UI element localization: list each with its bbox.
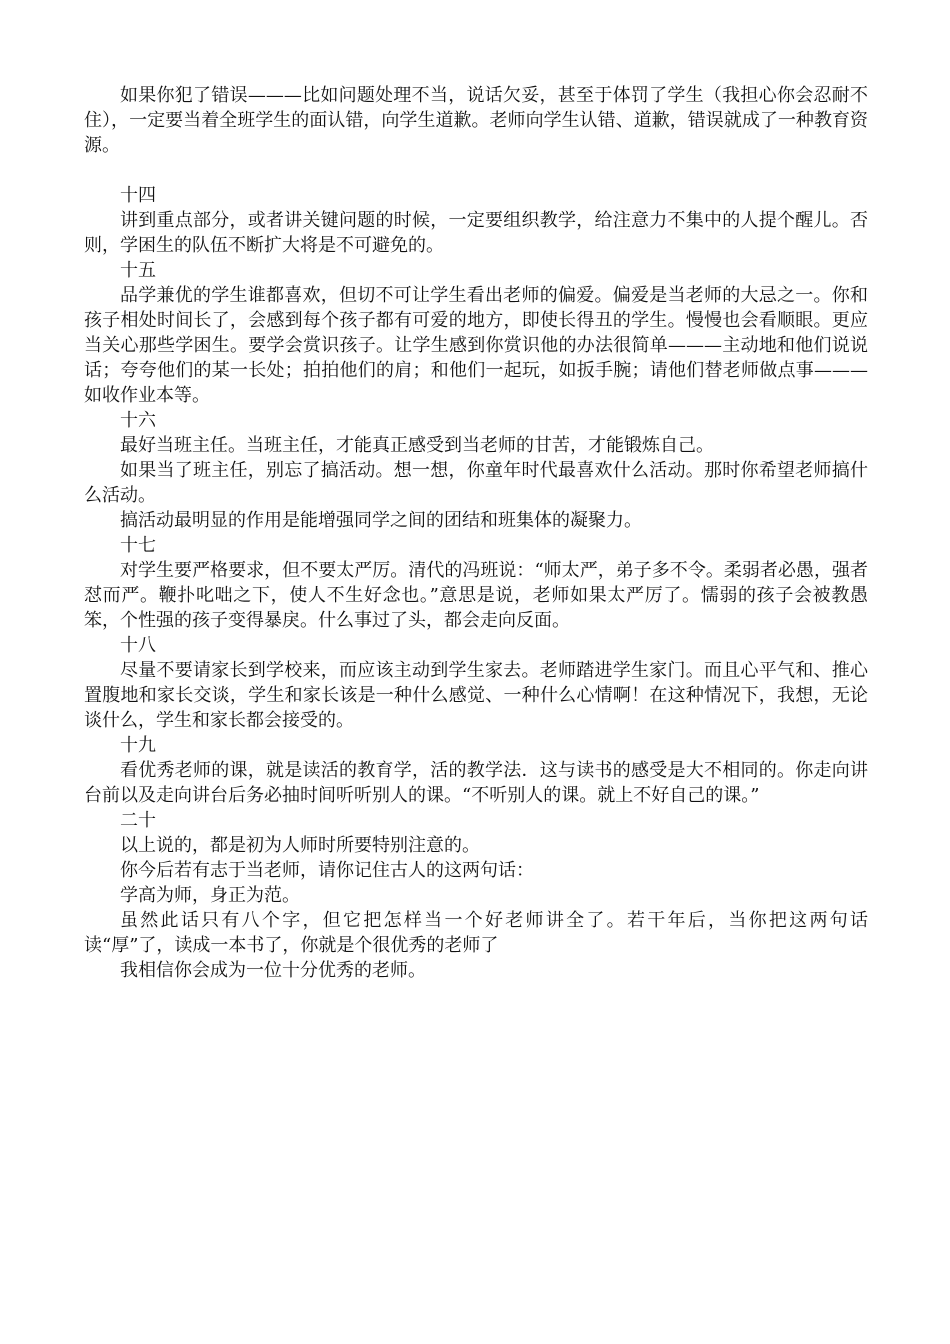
- paragraph-summary: 以上说的，都是初为人师时所要特别注意的。: [120, 835, 480, 856]
- paragraph-eight-characters: 虽然此话只有八个字，但它把怎样当一个好老师讲全了。若干年后，当你把这两句话读“厚”了，读成一本书了，你就是个很优秀的老师了: [84, 910, 868, 956]
- paragraph-strict-not-harsh: 对学生要严格要求，但不要太严厉。清代的冯班说：“师太严，弟子多不令。柔弱者必愚，强者怼而严。鞭扑叱咄之下，使人不生好念也。”意思是说，老师如果太严厉了。懦弱的孩子会被教愚笨，个性强的孩子变得暴戾。什么事过了头，都会走向反面。: [84, 560, 868, 631]
- paragraph-apology: 如果你犯了错误———比如问题处理不当，说话欠妥，甚至于体罚了学生（我担心你会忍耐不住），一定要当着全班学生的面认错，向学生道歉。老师向学生认错、道歉，错误就成了一种教育资源。: [84, 85, 868, 156]
- paragraph-hold-activities: 如果当了班主任，别忘了搞活动。想一想，你童年时代最喜欢什么活动。那时你希望老师搞什么活动。: [84, 460, 868, 506]
- section-heading-16: 十六: [120, 410, 156, 431]
- paragraph-remember-saying: 你今后若有志于当老师，请你记住古人的这两句话：: [120, 860, 534, 881]
- paragraph-home-visits: 尽量不要请家长到学校来，而应该主动到学生家去。老师踏进学生家门。而且心平气和、推心置腹地和家长交谈，学生和家长该是一种什么感觉、一种什么心情啊！在这种情况下，我想，无论谈什么，学生和家长都会接受的。: [84, 660, 868, 731]
- paragraph-activities-effect: 搞活动最明显的作用是能增强同学之间的团结和班集体的凝聚力。: [120, 510, 642, 531]
- blank-line: [84, 158, 868, 183]
- section-heading-14: 十四: [120, 185, 156, 206]
- section-heading-19: 十九: [120, 735, 156, 756]
- paragraph-no-favoritism: 品学兼优的学生谁都喜欢，但切不可让学生看出老师的偏爱。偏爱是当老师的大忌之一。你和孩子相处时间长了，会感到每个孩子都有可爱的地方，即使长得丑的学生。慢慢也会看顺眼。更应当关心那些学困生。要学会赏识孩子。让学生感到你赏识他的办法很简单———主动地和他们说说话；夸夸他们的某一长处；拍拍他们的肩；和他们一起玩，如扳手腕；请他们替老师做点事———如收作业本等。: [84, 285, 868, 406]
- paragraph-organize-teaching: 讲到重点部分，或者讲关键问题的时候，一定要组织教学，给注意力不集中的人提个醒儿。否则，学困生的队伍不断扩大将是不可避免的。: [84, 210, 868, 256]
- section-heading-18: 十八: [120, 635, 156, 656]
- section-heading-17: 十七: [120, 535, 156, 556]
- section-heading-20: 二十: [120, 810, 156, 831]
- paragraph-closing: 我相信你会成为一位十分优秀的老师。: [120, 960, 426, 981]
- section-heading-15: 十五: [120, 260, 156, 281]
- paragraph-motto: 学高为师，身正为范。: [120, 885, 300, 906]
- paragraph-be-head-teacher: 最好当班主任。当班主任，才能真正感受到当老师的甘苦，才能锻炼自己。: [120, 435, 714, 456]
- paragraph-observe-classes: 看优秀老师的课，就是读活的教育学，活的教学法．这与读书的感受是大不相同的。你走向讲台前以及走向讲台后务必抽时间听听别人的课。“不听别人的课。就上不好自己的课。”: [84, 760, 868, 806]
